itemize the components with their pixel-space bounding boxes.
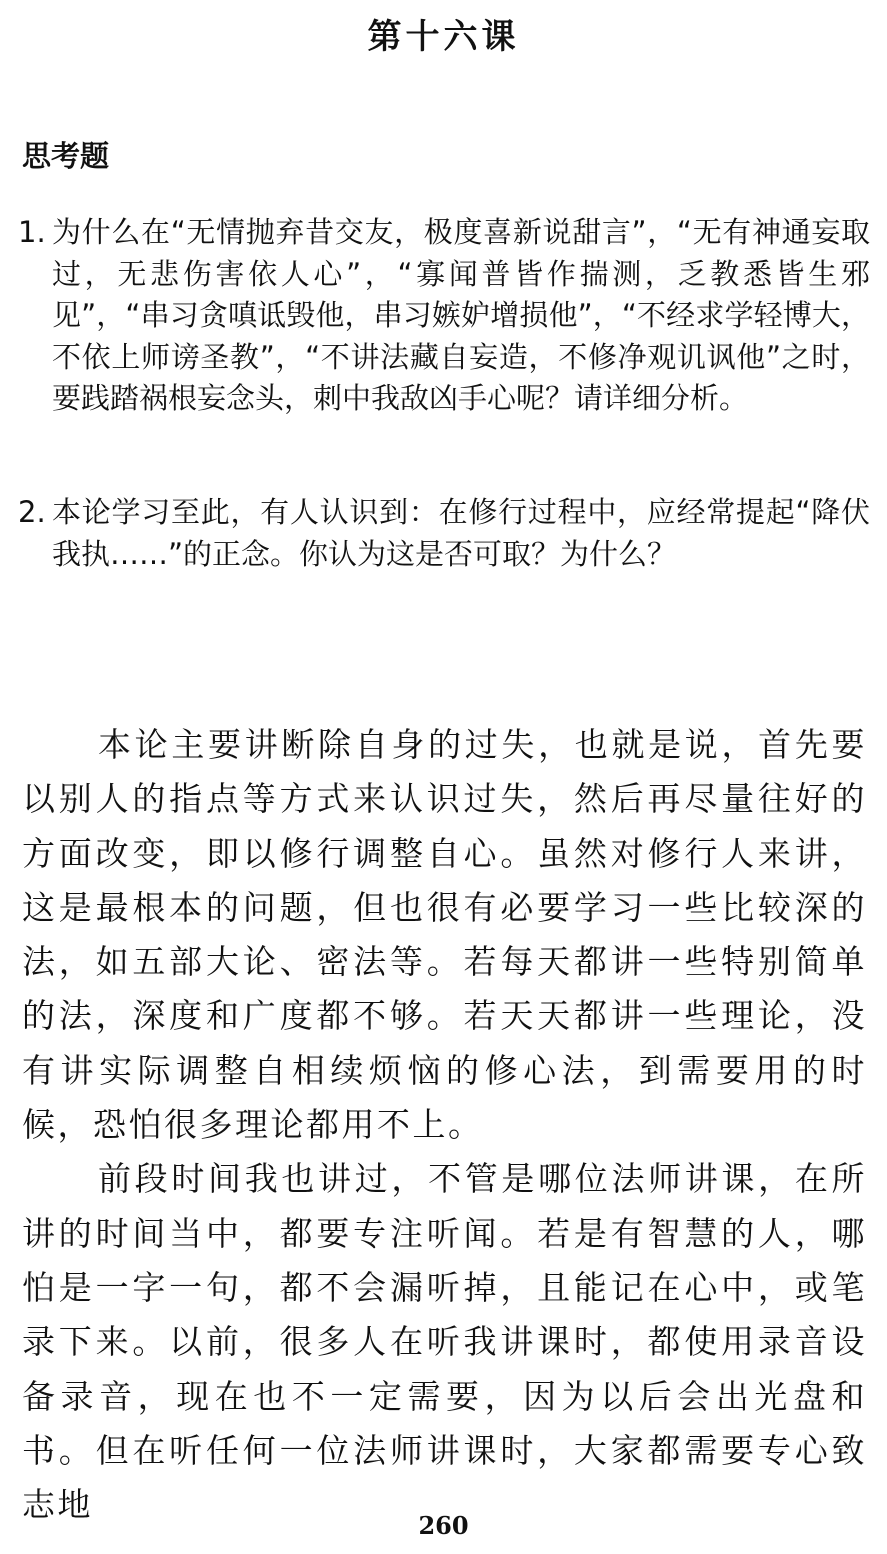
question-text: 本论学习至此，有人认识到：在修行过程中，应经常提起“降伏我执……”的正念。你认为这是否可取？为什么？ [52,495,870,571]
page-number: 260 [418,1511,469,1540]
body-paragraph: 本论主要讲断除自身的过失，也就是说，首先要以别人的指点等方式来认识过失，然后再尽量往好的方面改变，即以修行调整自心。虽然对修行人来讲，这是最根本的问题，但也很有必要学习一些比较深的法，如五部大论、密法等。若每天都讲一些特别简单的法，深度和广度都不够。若天天都讲一些理论，没有讲实际调整自相续烦恼的修心法，到需要用的时候，恐怕很多理论都用不上。 [22,725,867,1145]
question-text: 为什么在“无情抛弃昔交友，极度喜新说甜言”，“无有神通妄取过，无悲伤害依人心”，“寡闻普皆作揣测，乏教悉皆生邪见”，“串习贪嗔诋毁他，串习嫉妒增损他”，“不经求学轻博大，不依上师谤圣教”，“不讲法藏自妄造，不修净观讥讽他”之时，要践踏祸根妄念头，刺中我敌凶手心呢？请详细分析。 [52,215,870,415]
question-number: 2. [18,495,46,529]
question-item [18,212,870,420]
body-paragraph: 前段时间我也讲过，不管是哪位法师讲课，在所讲的时间当中，都要专注听闻。若是有智慧的人，哪怕是一字一句，都不会漏听掉，且能记在心中，或笔录下来。以前，很多人在听我讲课时，都使用录音设备录音，现在也不一定需要，因为以后会出光盘和书。但在听任何一位法师讲课时，大家都需要专心致志地 [22,1159,867,1525]
question-number: 1. [18,215,46,249]
body-text [22,718,867,1532]
lesson-title: 第十六课 [367,17,520,57]
questions-heading: 思考题 [22,139,110,173]
question-item [18,492,870,575]
